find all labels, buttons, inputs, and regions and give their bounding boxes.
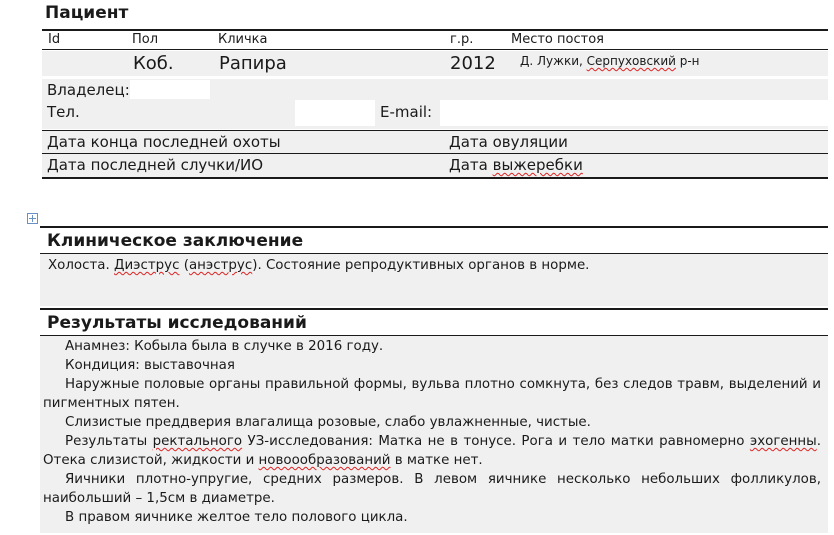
results-title: Результаты исследований — [47, 313, 307, 333]
name-value: Рапира — [219, 53, 287, 74]
condition-text: Кондиция: выставочная — [65, 358, 235, 373]
col-year-label: г.р. — [450, 32, 474, 47]
ultrasound-text: Результаты ректального УЗ-исследования: Матка не в тонусе. Рога и тело матки равномерно эхогенны. Отека слизистой, жидкости и новоообразований в матке нет. — [43, 434, 821, 468]
owner-label: Владелец: — [47, 81, 130, 99]
last-mating-label: Дата последней случки/ИО — [47, 156, 264, 174]
right-ovary-text: В правом яичнике желтое тело полового цикла. — [65, 510, 408, 525]
mucosa-text: Слизистые преддверия влагалища розовые, слабо увлажненные, чистые. — [65, 415, 591, 430]
divider — [42, 177, 828, 179]
col-id-label: Id — [48, 32, 61, 47]
divider — [40, 308, 828, 310]
place-value: Д. Лужки, Серпуховский р-н — [520, 54, 700, 68]
patient-title: Пациент — [45, 3, 129, 23]
table-move-handle-icon[interactable] — [27, 213, 38, 224]
col-name-label: Кличка — [218, 32, 268, 47]
email-label: E-mail: — [380, 103, 433, 121]
sex-value: Коб. — [133, 53, 174, 74]
foaling-label: Дата выжеребки — [449, 156, 583, 174]
divider — [42, 49, 828, 50]
phone-label: Тел. — [47, 103, 80, 121]
col-sex-label: Пол — [132, 32, 159, 47]
col-place-label: Место постоя — [511, 32, 604, 47]
conclusion-text: Холоста. Диэструс (анэструс). Состояние репродуктивных органов в норме. — [48, 258, 590, 273]
ovaries-text: Яичники плотно-упругие, средних размеров. В левом яичнике несколько небольших фолликулов, наибольший – 1,5см в диаметре. — [43, 472, 821, 506]
email-field[interactable] — [440, 100, 828, 126]
phone-field[interactable] — [295, 100, 375, 126]
anamnesis-text: Анамнез: Кобыла была в случке в 2016 году. — [65, 339, 384, 354]
owner-field[interactable] — [130, 80, 210, 99]
year-value: 2012 — [450, 53, 496, 74]
divider — [42, 153, 828, 154]
ovulation-label: Дата овуляции — [449, 133, 568, 151]
conclusion-title: Клиническое заключение — [47, 231, 304, 251]
last-heat-label: Дата конца последней охоты — [47, 133, 281, 151]
external-organs-text: Наружные половые органы правильной формы, вульва плотно сомкнута, без следов травм, выделений и пигментных пятен. — [43, 377, 821, 411]
divider — [40, 226, 828, 228]
divider — [42, 29, 828, 31]
